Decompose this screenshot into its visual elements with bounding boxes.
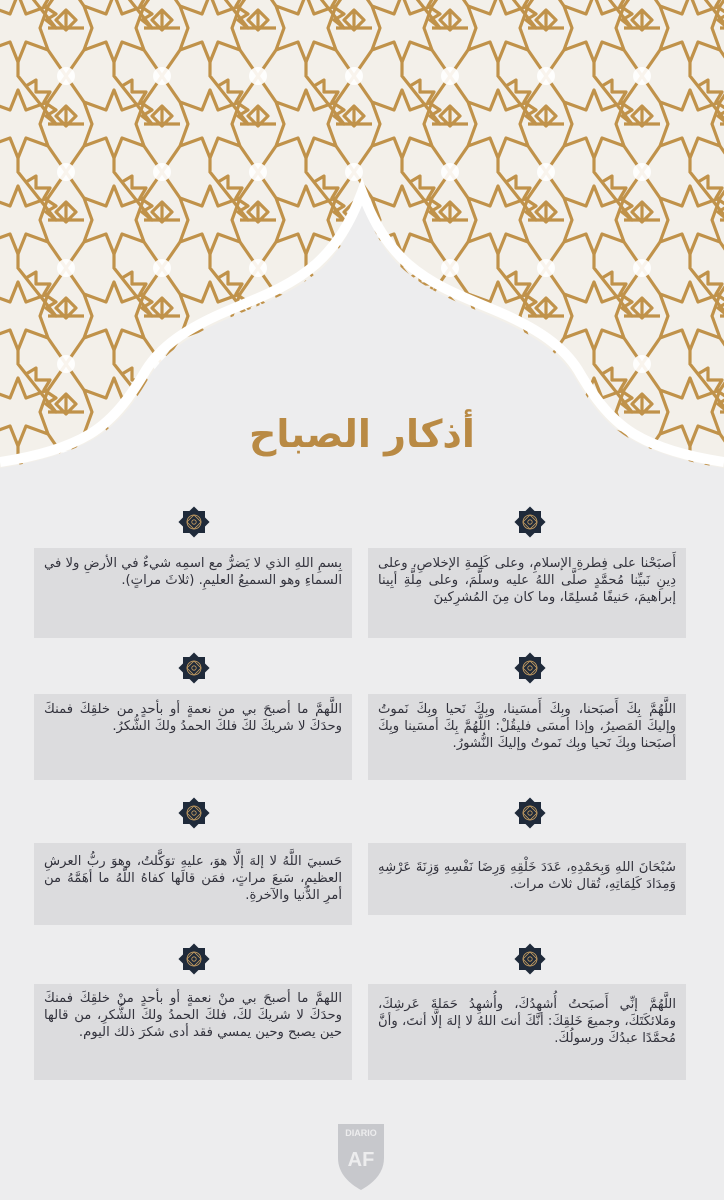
dhikr-card: سُبْحَانَ اللهِ وَبِحَمْدِهِ، عَدَدَ خَلْقِهِ وَرِضَا نَفْسِهِ وَزِنَةَ عَرْشِهِ وَمِدَادَ كَلِمَاتِهِ، تُقال ثلاث مرات. — [368, 843, 686, 915]
ornament-star-icon — [513, 796, 547, 830]
dhikr-card: أَصبَحْنا على فِطرةِ الإسلامِ، وعلى كَلِمةِ الإخلاصِ، وعلى دِينِ نَبيِّنا مُحمَّدٍ صلَّى اللهُ عليه وسلَّمَ، وعلى مِلَّةِ أبِينا إبراهيمَ، حَنيفًا مُسلِمًا، وما كان مِنَ المُشرِكينَ — [368, 548, 686, 638]
dhikr-card: بِسمِ اللهِ الذي لا يَضرُّ مع اسمِه شيءٌ في الأرضِ ولا في السماءِ وهو السميعُ العليمِ. (ثلاثَ مراتٍ). — [34, 548, 352, 638]
ornament-star-icon — [177, 796, 211, 830]
dhikr-card: اللَّهُمَّ بِكَ أَصبَحنا، وبِكَ أَمسَينا، وبِكَ نَحيا وبِكَ نَموتُ وإليكَ المَصيرُ، وإذا أمسَى فليقُلْ: اللَّهُمَّ بِكَ أمسَينا وبِكَ أصبَحنا وبِكَ نَحيا وبِك نَموتُ وإليكَ النُّشورُ. — [368, 694, 686, 780]
ornament-star-icon — [177, 651, 211, 685]
dhikr-card: اللَّهمَّ ما أصبحَ بي من نعمةٍ أو بأحدٍ من خلقِكَ فمنكَ وحدَكَ لا شريكَ لكَ فلكَ الحمدُ ولكَ الشُّكرُ. — [34, 694, 352, 780]
ornament-star-icon — [513, 651, 547, 685]
ornament-star-icon — [513, 505, 547, 539]
logo-monogram: AF — [347, 1149, 375, 1171]
ornament-star-icon — [177, 942, 211, 976]
dhikr-card: اللَّهُمَّ إنِّي أَصبَحتُ أُشهِدُكَ، وأُشهِدُ حَمَلةَ عَرشِكَ، ومَلائكَتَكَ، وجميعَ خَلقِكَ: أنَّكَ أنتَ اللهُ لا إلهَ إلَّا أنتَ، وأنَّ مُحمَّدًا عبدُكَ ورسولُكَ. — [368, 984, 686, 1080]
ornament-star-icon — [177, 505, 211, 539]
logo-wordmark: DIARIO — [345, 1128, 377, 1138]
dhikr-card: اللهمَّ ما أصبحَ بي منْ نعمةٍ أو بأحدٍ منْ خلقِكَ فمنكَ وحدَكَ لا شريكَ لكَ، فلكَ الحمدُ ولكَ الشُّكرِ، من قالها حين يصبح وحين يمسي فقد أدى شكرَ ذلك اليوم. — [34, 984, 352, 1080]
diario-shield-logo — [334, 1120, 388, 1192]
dhikr-card: حَسبيَ اللَّهُ لا إلهَ إلَّا هوَ، عليهِ توَكَّلتُ، وهوَ ربُّ العرشِ العظيمِ، سَبعَ مراتٍ، فمَن قالَها كفاهُ اللَّهُ ما أهَمَّهُ من أمرِ الدُّنيا والآخرةِ. — [34, 843, 352, 925]
ornament-star-icon — [513, 942, 547, 976]
page-title: أذكار الصباح — [249, 412, 475, 456]
